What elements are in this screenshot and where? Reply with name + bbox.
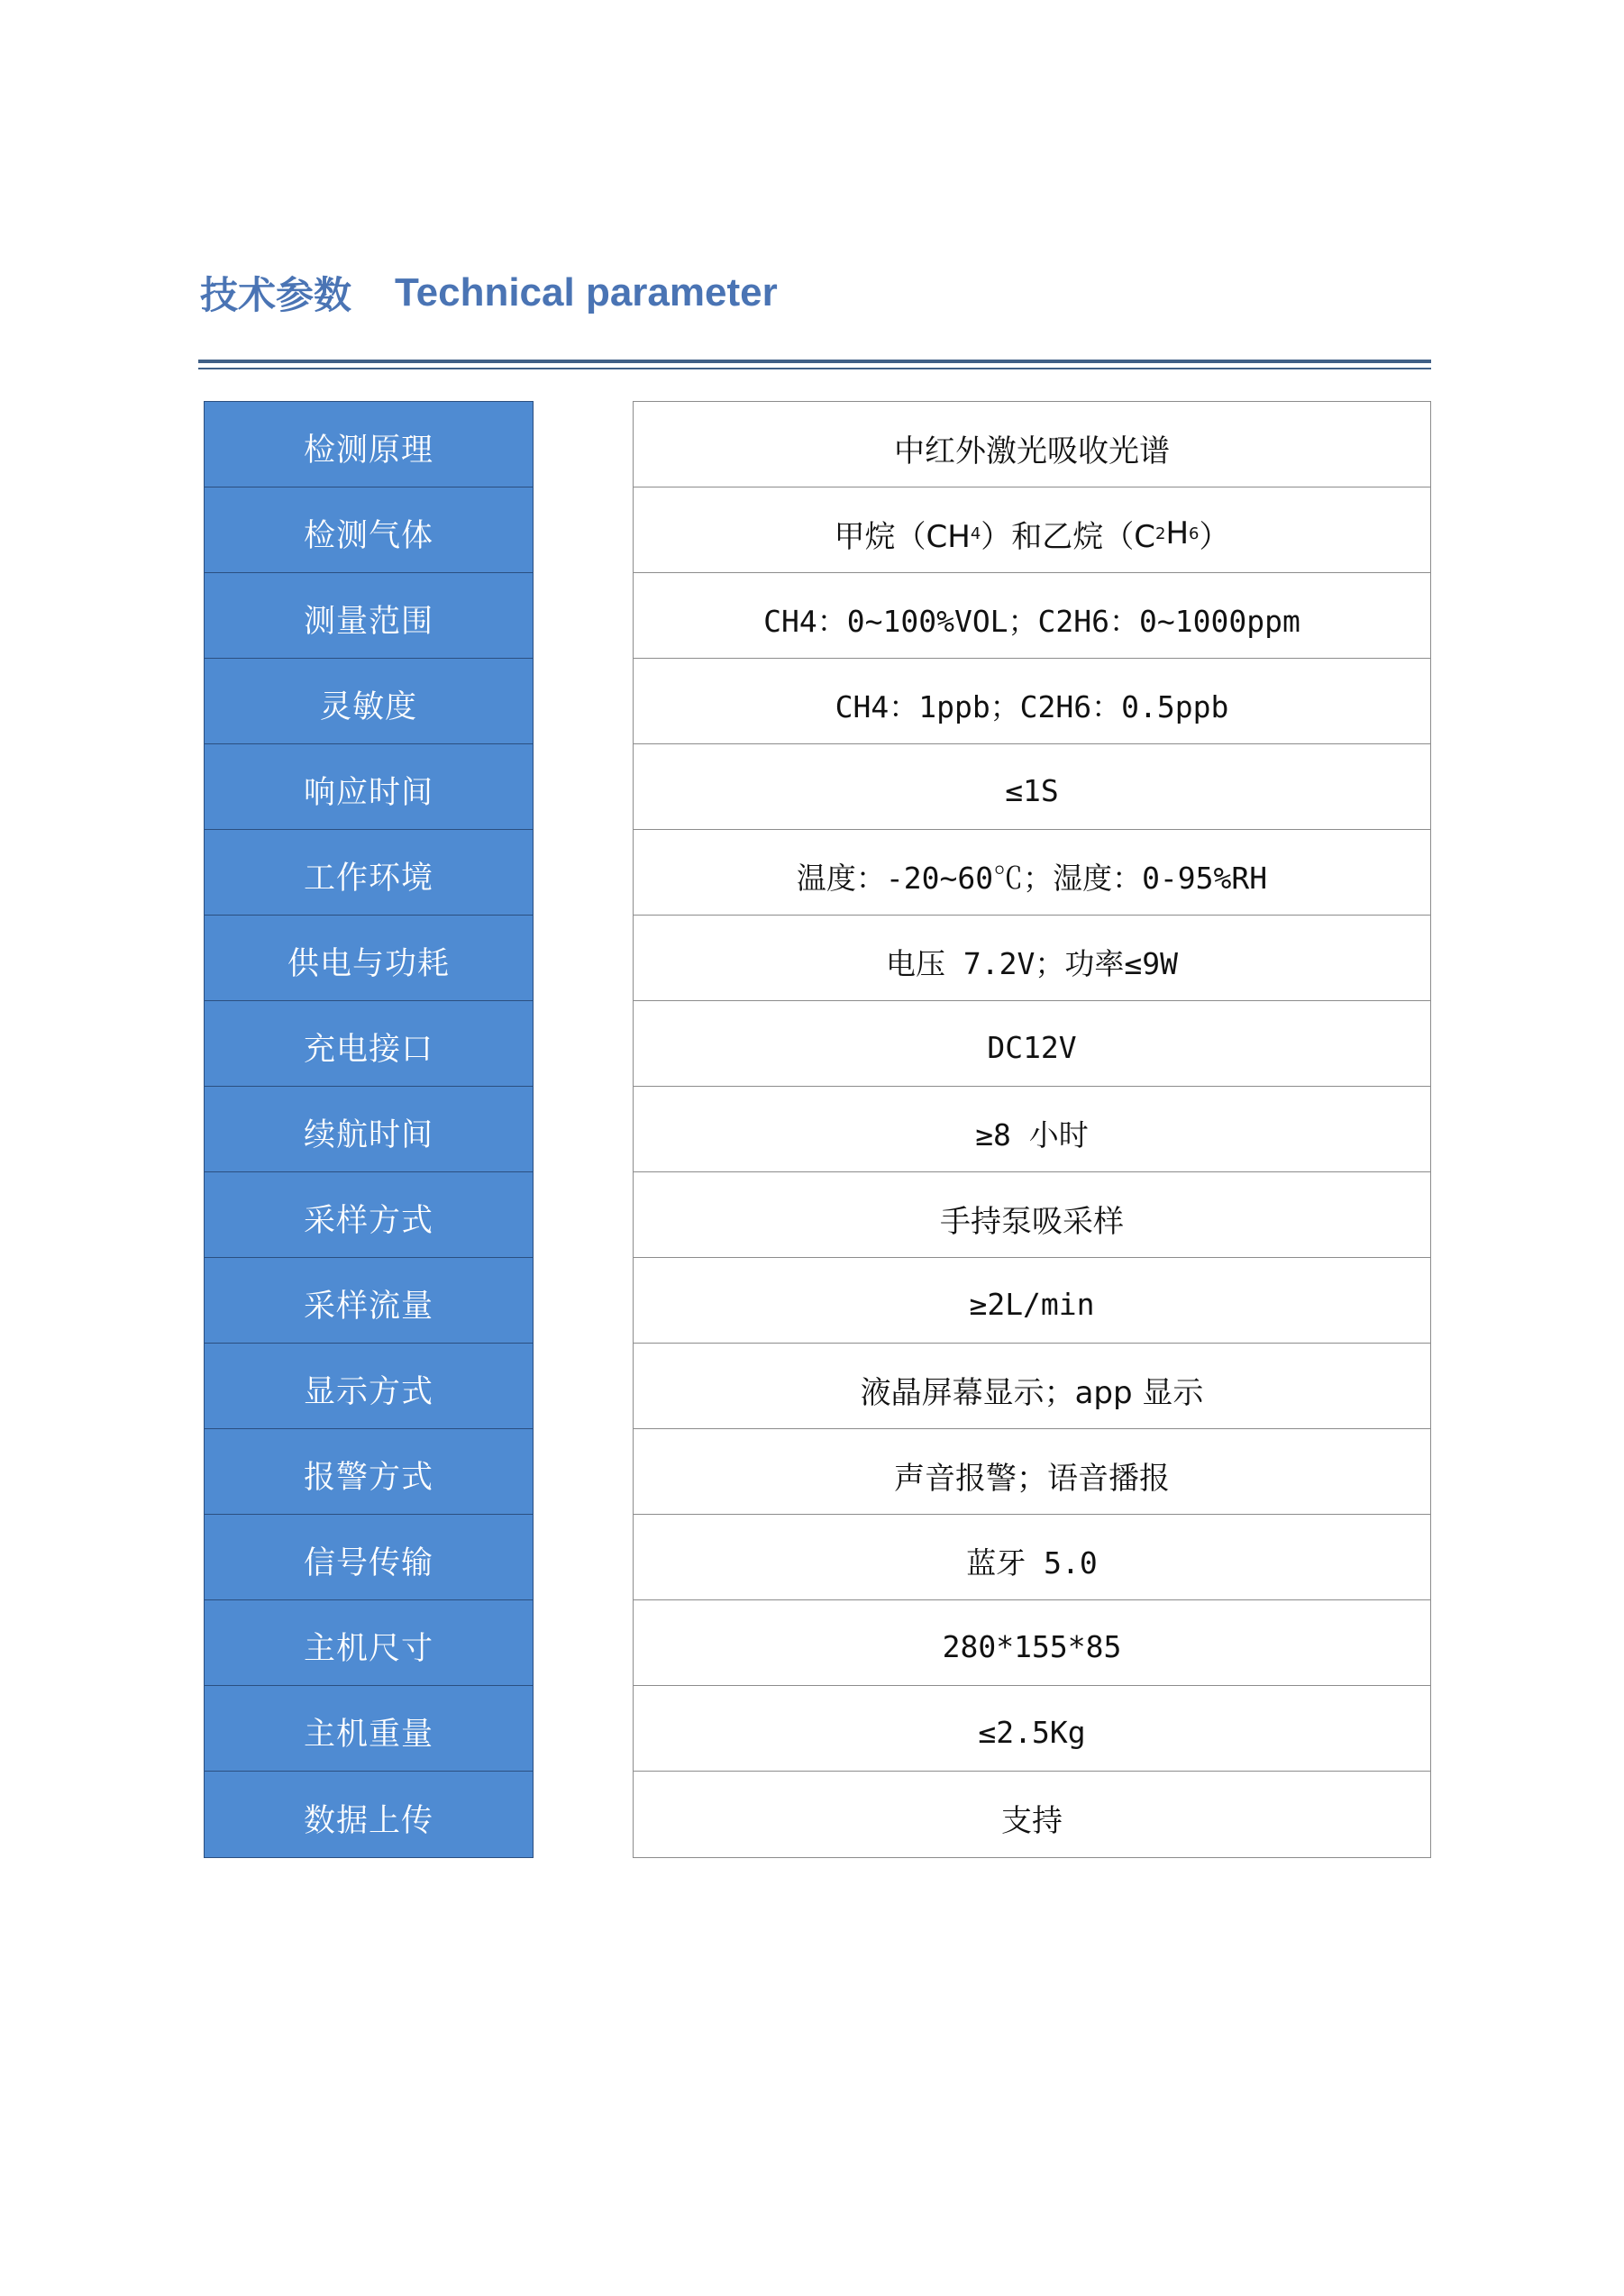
heading-title-en: Technical parameter	[395, 270, 778, 314]
gas-text-close: ）	[1199, 518, 1230, 555]
param-label: 采样方式	[205, 1172, 533, 1258]
param-value: CH4：1ppb；C2H6：0.5ppb	[634, 659, 1430, 744]
param-value: 声音报警；语音播报	[634, 1429, 1430, 1515]
param-label: 续航时间	[205, 1087, 533, 1172]
heading-rule-thick	[198, 360, 1431, 363]
heading-title-cn: 技术参数	[200, 273, 352, 317]
param-label: 供电与功耗	[205, 916, 533, 1001]
param-value: 电压 7.2V；功率≤9W	[634, 916, 1430, 1001]
param-label: 数据上传	[303, 1802, 433, 1839]
param-value-column	[633, 401, 1431, 1858]
param-value: 液晶屏幕显示；app 显示	[634, 1344, 1430, 1429]
param-label: 响应时间	[205, 744, 533, 830]
param-value: 280*155*85	[634, 1600, 1430, 1686]
heading-rule-thin	[198, 368, 1431, 369]
gas-text-h: H	[1165, 515, 1190, 551]
param-label: 报警方式	[205, 1429, 533, 1515]
param-label: 灵敏度	[205, 659, 533, 744]
param-value: 蓝牙 5.0	[634, 1515, 1430, 1600]
gas-subscript: 6	[1189, 524, 1200, 543]
param-value: 手持泵吸采样	[634, 1172, 1430, 1258]
param-value: 温度：-20~60℃；湿度：0-95%RH	[634, 830, 1430, 916]
param-value: ≤2.5Kg	[634, 1686, 1430, 1772]
gas-text-ethane: ）和乙烷（C	[981, 518, 1156, 555]
param-label-column	[204, 401, 534, 1858]
param-value: 支持	[1001, 1803, 1063, 1839]
param-label: 工作环境	[205, 830, 533, 916]
param-value: 中红外激光吸收光谱	[634, 402, 1430, 487]
gas-text-methane: 甲烷（CH	[834, 518, 971, 555]
param-label: 检测原理	[205, 402, 533, 487]
param-label: 测量范围	[205, 573, 533, 659]
param-label: 主机重量	[205, 1686, 533, 1772]
param-value: ≥2L/min	[634, 1258, 1430, 1344]
param-label: 充电接口	[205, 1001, 533, 1087]
param-label: 主机尺寸	[205, 1600, 533, 1686]
param-value: DC12V	[634, 1001, 1430, 1087]
param-value: CH4：0~100%VOL；C2H6：0~1000ppm	[634, 573, 1430, 659]
param-label: 采样流量	[205, 1258, 533, 1344]
param-value: ≥8 小时	[634, 1087, 1430, 1172]
param-label: 显示方式	[205, 1344, 533, 1429]
param-label: 检测气体	[205, 487, 533, 573]
param-label: 信号传输	[205, 1515, 533, 1600]
section-heading	[200, 261, 778, 324]
param-value: ≤1S	[634, 744, 1430, 830]
gas-subscript: 4	[970, 524, 981, 543]
gas-subscript: 2	[1155, 524, 1166, 543]
param-value-gas	[634, 487, 1430, 573]
